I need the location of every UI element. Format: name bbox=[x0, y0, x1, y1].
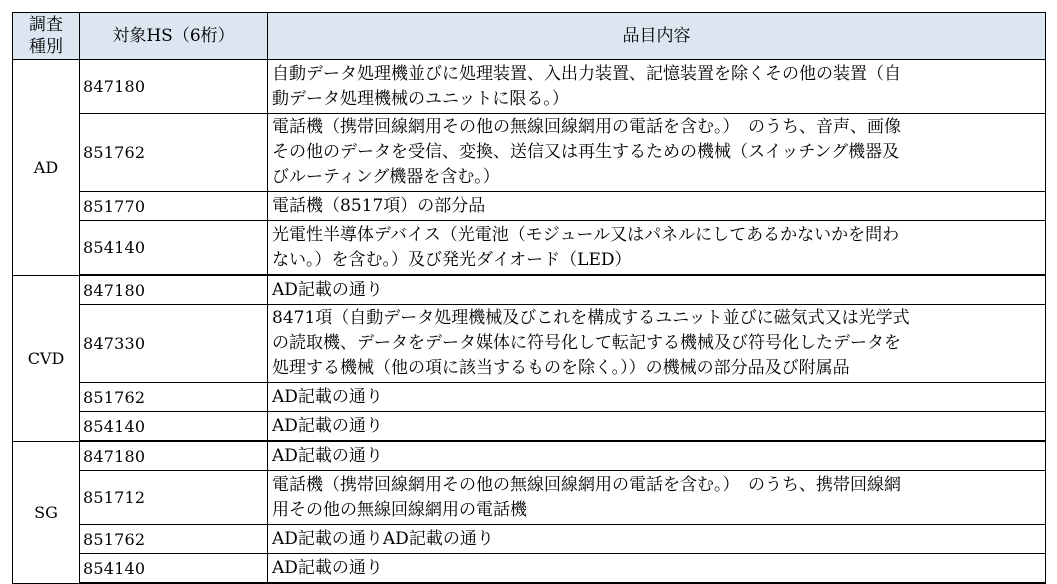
hs-code-cell: 854140 bbox=[80, 221, 268, 276]
table-row bbox=[13, 305, 1046, 383]
table-row bbox=[13, 383, 1046, 412]
hs-code-table bbox=[12, 12, 1046, 584]
hs-code-cell: 847180 bbox=[80, 60, 268, 114]
item-description-cell bbox=[268, 383, 1046, 412]
header-investigation-type bbox=[13, 13, 80, 60]
table-row bbox=[13, 60, 1046, 114]
description-line: AD記載の通り bbox=[272, 415, 383, 436]
table-row bbox=[13, 114, 1046, 192]
description-line: びルーティング機器を含む。） bbox=[272, 167, 500, 187]
table-row bbox=[13, 471, 1046, 525]
investigation-type-cell: SG bbox=[13, 441, 80, 583]
item-description-cell bbox=[268, 441, 1046, 471]
description-line: 8471項（自動データ処理機械及びこれを構成するユニット並びに磁気式又は光学式 bbox=[272, 308, 910, 328]
description-line: 電話機（携帯回線網用その他の無線回線網用の電話を含む。） のうち、携帯回線網 bbox=[272, 474, 901, 495]
item-description-cell bbox=[268, 554, 1046, 584]
investigation-type-cell: AD bbox=[13, 60, 80, 276]
table-row bbox=[13, 192, 1046, 221]
item-description-cell bbox=[268, 412, 1046, 442]
table-row bbox=[13, 221, 1046, 276]
table-header bbox=[13, 13, 1046, 60]
description-line: 動データ処理機械のユニットに限る。） bbox=[272, 88, 569, 109]
hs-code-cell: 851712 bbox=[80, 471, 268, 525]
hs-code-cell: 847180 bbox=[80, 275, 268, 305]
item-description-cell bbox=[268, 221, 1046, 276]
item-description-cell bbox=[268, 305, 1046, 383]
description-line: 処理する機械（他の項に該当するものを除く。））の機械の部分品及び附属品 bbox=[272, 358, 850, 378]
header-item-description: 品目内容 bbox=[268, 13, 1046, 60]
item-description-cell bbox=[268, 525, 1046, 554]
table-row bbox=[13, 554, 1046, 584]
item-description-cell bbox=[268, 114, 1046, 192]
table-row bbox=[13, 441, 1046, 471]
hs-code-cell: 854140 bbox=[80, 554, 268, 584]
description-line: 自動データ処理機並びに処理装置、入出力装置、記憶装置を除くその他の装置（自 bbox=[272, 63, 901, 84]
hs-code-cell: 851762 bbox=[80, 114, 268, 192]
description-line: AD記載の通り bbox=[272, 445, 383, 466]
group-sg bbox=[13, 441, 1046, 583]
header-type-line2: 種別 bbox=[29, 37, 63, 57]
description-line: ない。）を含む。）及び発光ダイオード（LED） bbox=[272, 249, 632, 270]
description-line: の読取機、データをデータ媒体に符号化して転記する機械及び符号化したデータを bbox=[272, 333, 901, 353]
description-line: AD記載の通り bbox=[272, 386, 383, 407]
description-line: 電話機（8517項）の部分品 bbox=[272, 195, 486, 216]
hs-code-cell: 847330 bbox=[80, 305, 268, 383]
hs-code-cell: 851762 bbox=[80, 525, 268, 554]
header-type-line1: 調査 bbox=[29, 15, 63, 35]
description-line: AD記載の通り bbox=[272, 557, 383, 578]
item-description-cell bbox=[268, 60, 1046, 114]
description-line: 光電性半導体デバイス（光電池（モジュール又はパネルにしてあるかないかを問わ bbox=[272, 224, 900, 245]
hs-code-cell: 847180 bbox=[80, 441, 268, 471]
group-cvd bbox=[13, 275, 1046, 441]
item-description-cell bbox=[268, 192, 1046, 221]
description-line: AD記載の通りAD記載の通り bbox=[272, 528, 494, 549]
hs-code-cell: 851762 bbox=[80, 383, 268, 412]
table-row bbox=[13, 525, 1046, 554]
header-row bbox=[13, 13, 1046, 60]
investigation-type-cell: CVD bbox=[13, 275, 80, 441]
description-line: AD記載の通り bbox=[272, 279, 383, 300]
description-line: 用その他の無線回線網用の電話機 bbox=[272, 499, 527, 520]
hs-code-cell: 854140 bbox=[80, 412, 268, 442]
group-ad bbox=[13, 60, 1046, 276]
description-line: 電話機（携帯回線網用その他の無線回線網用の電話を含む。） のうち、音声、画像 bbox=[272, 117, 901, 137]
table-row bbox=[13, 412, 1046, 442]
hs-code-cell: 851770 bbox=[80, 192, 268, 221]
item-description-cell bbox=[268, 275, 1046, 305]
table-row bbox=[13, 275, 1046, 305]
hs-table-container bbox=[12, 12, 1045, 584]
header-hs-code: 対象HS（6桁） bbox=[80, 13, 268, 60]
description-line: その他のデータを受信、変換、送信又は再生するための機械（スイッチング機器及 bbox=[272, 142, 900, 162]
item-description-cell bbox=[268, 471, 1046, 525]
